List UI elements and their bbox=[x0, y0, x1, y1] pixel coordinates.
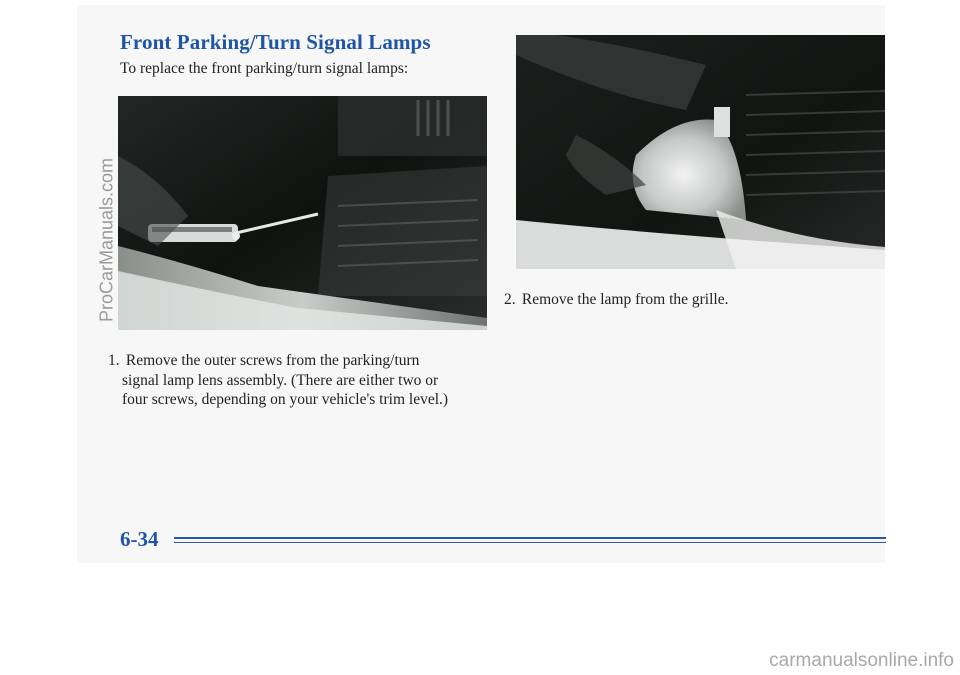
step-1 bbox=[108, 351, 480, 410]
photo-screwdriver-removing-screws bbox=[118, 96, 487, 330]
step-1-number: 1. bbox=[108, 352, 120, 369]
footer-rule bbox=[174, 537, 886, 539]
bottom-watermark: carmanualsonline.info bbox=[769, 650, 954, 671]
step-1-line-3: four screws, depending on your vehicle's trim level.) bbox=[122, 391, 449, 408]
step-1-line-1: Remove the outer screws from the parking/turn bbox=[125, 352, 420, 369]
step-2-line-1: Remove the lamp from the grille. bbox=[521, 291, 729, 308]
page-number: 6-34 bbox=[120, 527, 159, 551]
step-2-number: 2. bbox=[504, 291, 516, 308]
step-1-line-2: signal lamp lens assembly. (There are either two or bbox=[122, 371, 439, 389]
footer-rule-thin bbox=[174, 542, 886, 543]
intro-text: To replace the front parking/turn signal lamps: bbox=[120, 60, 409, 77]
photo-lamp-removed-from-grille bbox=[516, 35, 885, 269]
step-2 bbox=[504, 290, 876, 310]
section-title: Front Parking/Turn Signal Lamps bbox=[120, 30, 431, 54]
side-watermark: ProCarManuals.com bbox=[96, 157, 117, 323]
